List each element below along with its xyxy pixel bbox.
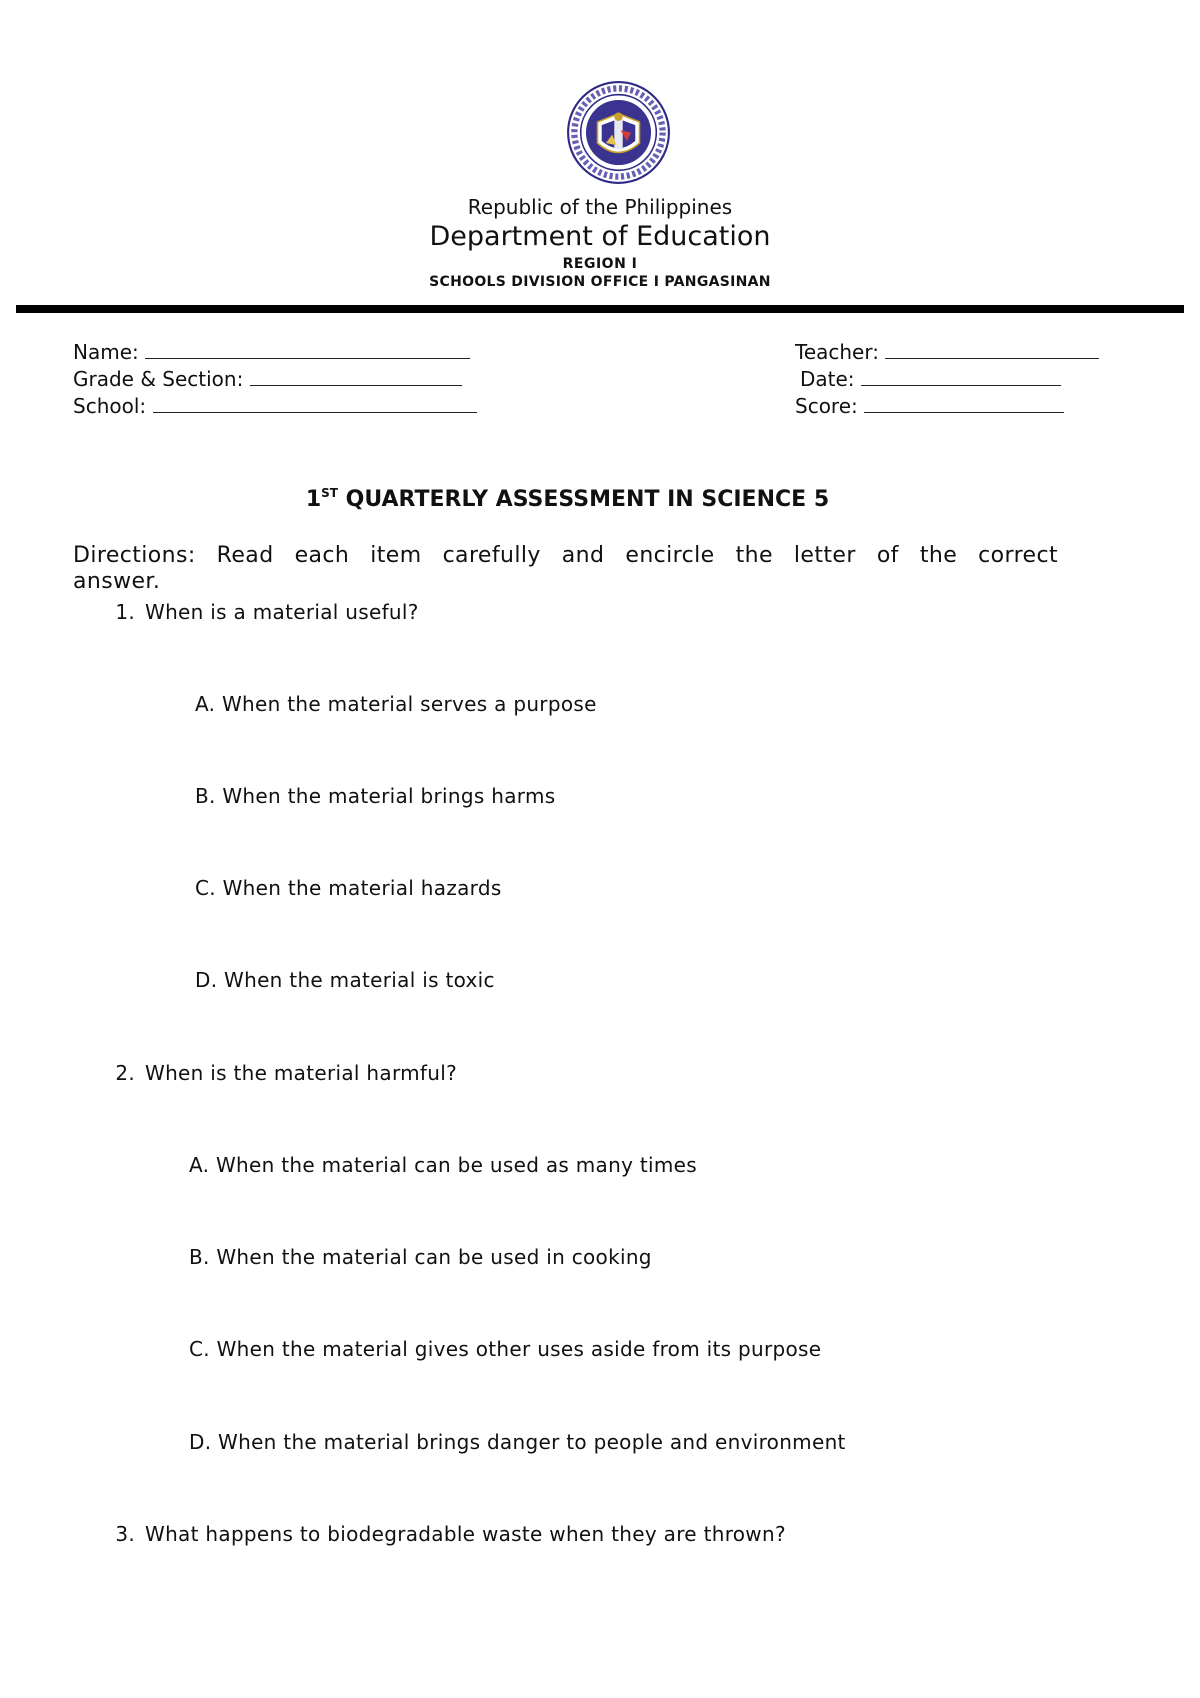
header-republic: Republic of the Philippines [467, 195, 733, 219]
q1-option-d[interactable]: D. When the material is toxic [195, 968, 495, 992]
question-3 [97, 1522, 786, 1546]
exam-title-text: QUARTERLY ASSESSMENT IN SCIENCE 5 [337, 487, 830, 512]
q1-option-c[interactable]: C. When the material hazards [195, 876, 502, 900]
name-blank[interactable] [145, 342, 470, 359]
grade-section-label: Grade & Section: [73, 367, 244, 391]
exam-title-number: 1 [305, 487, 322, 512]
school-blank[interactable] [153, 396, 477, 413]
grade-section-field [73, 367, 462, 391]
question-number: 1. [115, 600, 135, 624]
question-2 [97, 1061, 457, 1085]
deped-seal-logo [566, 80, 671, 185]
q1-option-b[interactable]: B. When the material brings harms [195, 784, 556, 808]
exam-title [0, 486, 1135, 512]
name-field [73, 340, 470, 364]
header-divider [16, 305, 1184, 313]
directions: Directions: Read each item carefully and encircle the letter of the correct answer. [73, 543, 1058, 594]
q2-option-d[interactable]: D. When the material brings danger to people and environment [189, 1430, 846, 1454]
question-text: When is a material useful? [145, 600, 419, 624]
name-label: Name: [73, 340, 139, 364]
score-field [795, 394, 1064, 418]
teacher-field [795, 340, 1099, 364]
date-field [800, 367, 1061, 391]
teacher-label: Teacher: [795, 340, 879, 364]
header-department: Department of Education [429, 221, 771, 252]
q2-option-b[interactable]: B. When the material can be used in cooking [189, 1245, 652, 1269]
teacher-blank[interactable] [885, 342, 1099, 359]
header-region: REGION I [562, 256, 638, 272]
school-label: School: [73, 394, 147, 418]
question-number: 3. [115, 1522, 135, 1546]
exam-title-superscript: ST [321, 486, 338, 500]
q2-option-a[interactable]: A. When the material can be used as many times [189, 1153, 697, 1177]
question-text: What happens to biodegradable waste when they are thrown? [145, 1522, 786, 1546]
score-blank[interactable] [864, 396, 1064, 413]
q2-option-c[interactable]: C. When the material gives other uses aside from its purpose [189, 1337, 822, 1361]
date-label: Date: [800, 367, 855, 391]
grade-section-blank[interactable] [250, 369, 462, 386]
date-blank[interactable] [861, 369, 1061, 386]
school-field [73, 394, 477, 418]
question-text: When is the material harmful? [145, 1061, 458, 1085]
question-1 [97, 600, 419, 624]
header-division: SCHOOLS DIVISION OFFICE I PANGASINAN [429, 274, 771, 290]
q1-option-a[interactable]: A. When the material serves a purpose [195, 692, 597, 716]
score-label: Score: [795, 394, 858, 418]
question-number: 2. [115, 1061, 135, 1085]
